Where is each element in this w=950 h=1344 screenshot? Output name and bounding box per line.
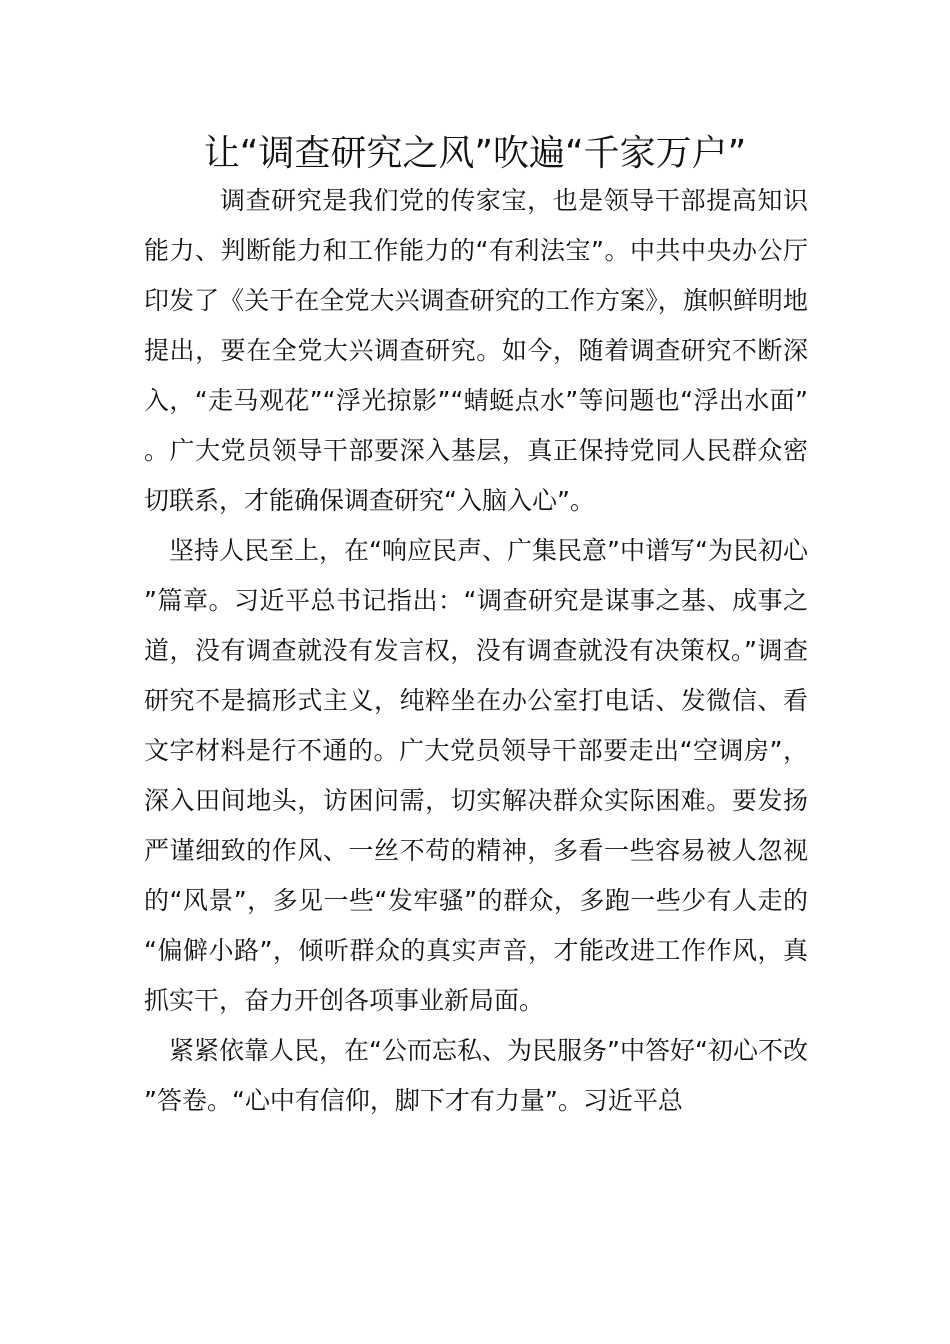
document-title: 让“调查研究之风”吹遍“千家万户”	[203, 133, 747, 174]
paragraph-3: 紧紧依靠人民，在“公而忘私、为民服务”中答好“初心不改”答卷。“心中有信仰，脚下才有力量”。习近平总	[144, 1036, 808, 1115]
paragraph-2: 坚持人民至上，在“响应民声、广集民意”中谱写“为民初心”篇章。习近平总书记指出：“调查研究是谋事之基、成事之道，没有调查就没有发言权，没有调查就没有决策权。”调查研究不是搞形式主义，纯粹坐在办公室打电话、发微信、看文字材料是行不通的。广大党员领导干部要走出“空调房”，深入田间地头，访困问需，切实解决群众实际困难。要发扬严谨细致的作风、一丝不苟的精神，多看一些容易被人忽视的“风景”，多见一些“发牢骚”的群众，多跑一些少有人走的“偏僻小路”，倾听群众的真实声音，才能改进工作作风，真抓实干，奋力开创各项事业新局面。	[144, 536, 808, 1015]
paragraph-1: 调查研究是我们党的传家宝，也是领导干部提高知识能力、判断能力和工作能力的“有利法宝”。中共中央办公厅印发了《关于在全党大兴调查研究的工作方案》，旗帜鲜明地提出，要在全党大兴调查研究。如今，随着调查研究不断深入，“走马观花”“浮光掠影”“蜻蜓点水”等问题也“浮出水面”。广大党员领导干部要深入基层，真正保持党同人民群众密切联系，才能确保调查研究“入脑入心”。	[144, 186, 808, 515]
document-body	[144, 176, 808, 1126]
